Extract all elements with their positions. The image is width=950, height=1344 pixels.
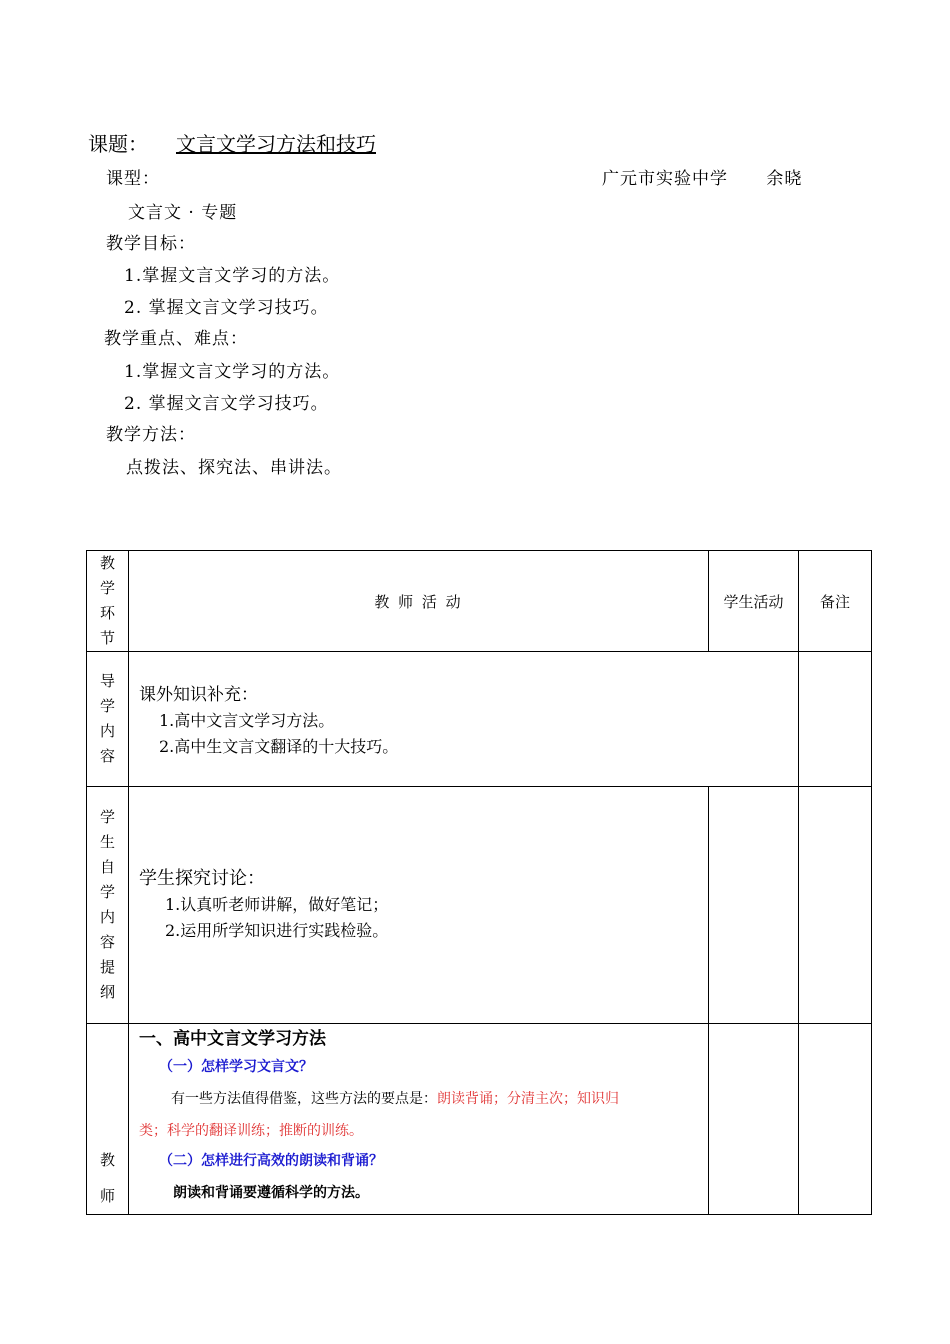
- header-stage: [87, 551, 129, 652]
- stage-char: 教: [99, 1151, 115, 1169]
- header-stage-char: 节: [99, 629, 115, 647]
- section-title: 一、高中文言文学习方法: [139, 1029, 326, 1049]
- key-point-item-2: 2. 掌握文言文学习技巧。: [124, 394, 329, 414]
- stage-char: 内: [99, 908, 115, 926]
- key-point-item-1: 1.掌握文言文学习的方法。: [124, 362, 341, 382]
- methods-value: 点拨法、探究法、串讲法。: [126, 458, 342, 478]
- paragraph-1-text: 有一些方法值得借鉴，这些方法的要点是：: [171, 1091, 437, 1107]
- header-stage-char: 教: [99, 554, 115, 572]
- lesson-type-value: 文言文 · 专题: [128, 203, 238, 223]
- question-1: （一）怎样学习文言文？: [159, 1059, 313, 1075]
- stage-char: 学: [99, 808, 115, 826]
- lesson-type-label: 课型：: [106, 169, 160, 189]
- stage-char: 导: [99, 672, 115, 690]
- paragraph-1: [139, 1082, 708, 1116]
- stage-char: 学: [99, 883, 115, 901]
- header-stage-char: 环: [99, 604, 115, 622]
- stage-cell: [87, 652, 129, 787]
- objective-item-2: 2. 掌握文言文学习技巧。: [124, 298, 329, 318]
- student-activity-cell: [709, 1024, 799, 1215]
- school-author: 广元市实验中学 余晓: [602, 169, 803, 189]
- table-row: [87, 787, 872, 1024]
- table-header-row: [87, 551, 872, 652]
- stage-char: 生: [99, 833, 115, 851]
- title-label: 课题：: [88, 132, 148, 156]
- header-teacher-activity: 教 师 活 动: [129, 551, 709, 652]
- self-study-item-2: 2.运用所学知识进行实践检验。: [165, 921, 389, 940]
- stage-char: 提: [99, 958, 115, 976]
- objectives-label: 教学目标：: [106, 234, 196, 254]
- header-student-activity: 学生活动: [709, 551, 799, 652]
- lesson-plan-table: [86, 550, 872, 1215]
- stage-cell: [87, 787, 129, 1024]
- methods-label: 教学方法：: [106, 425, 196, 445]
- table-row: [87, 652, 872, 787]
- guide-content-cell: [129, 652, 799, 787]
- stage-char: 内: [99, 722, 115, 740]
- self-study-heading: 学生探究讨论：: [139, 868, 265, 889]
- teacher-content-cell: [129, 1024, 709, 1215]
- student-activity-cell: [709, 787, 799, 1024]
- stage-char: 自: [99, 858, 115, 876]
- lesson-title: [88, 128, 376, 157]
- guide-heading: 课外知识补充：: [139, 685, 258, 705]
- stage-char: 纲: [99, 983, 115, 1001]
- paragraph-1-highlight: 朗读背诵；分清主次；知识归: [437, 1091, 619, 1107]
- objective-item-1: 1.掌握文言文学习的方法。: [124, 266, 341, 286]
- stage-char: 师: [99, 1187, 115, 1205]
- stage-cell: [87, 1024, 129, 1215]
- paragraph-3: 朗读和背诵要遵循科学的方法。: [173, 1185, 369, 1201]
- notes-cell: [799, 787, 872, 1024]
- header-notes: 备注: [799, 551, 872, 652]
- notes-cell: [799, 652, 872, 787]
- paragraph-2-highlight: 类；科学的翻译训练；推断的训练。: [139, 1123, 363, 1139]
- stage-char: 容: [99, 933, 115, 951]
- table-row: [87, 1024, 872, 1215]
- question-2: （二）怎样进行高效的朗读和背诵？: [159, 1153, 383, 1169]
- notes-cell: [799, 1024, 872, 1215]
- self-study-cell: [129, 787, 709, 1024]
- guide-item-2: 2.高中生文言文翻译的十大技巧。: [159, 737, 399, 756]
- guide-item-1: 1.高中文言文学习方法。: [159, 711, 335, 730]
- self-study-item-1: 1.认真听老师讲解，做好笔记；: [165, 895, 389, 914]
- stage-char: 容: [99, 747, 115, 765]
- title-text: 文言文学习方法和技巧: [176, 132, 376, 156]
- key-points-label: 教学重点、难点：: [104, 329, 248, 349]
- stage-char: 学: [99, 697, 115, 715]
- header-stage-char: 学: [99, 579, 115, 597]
